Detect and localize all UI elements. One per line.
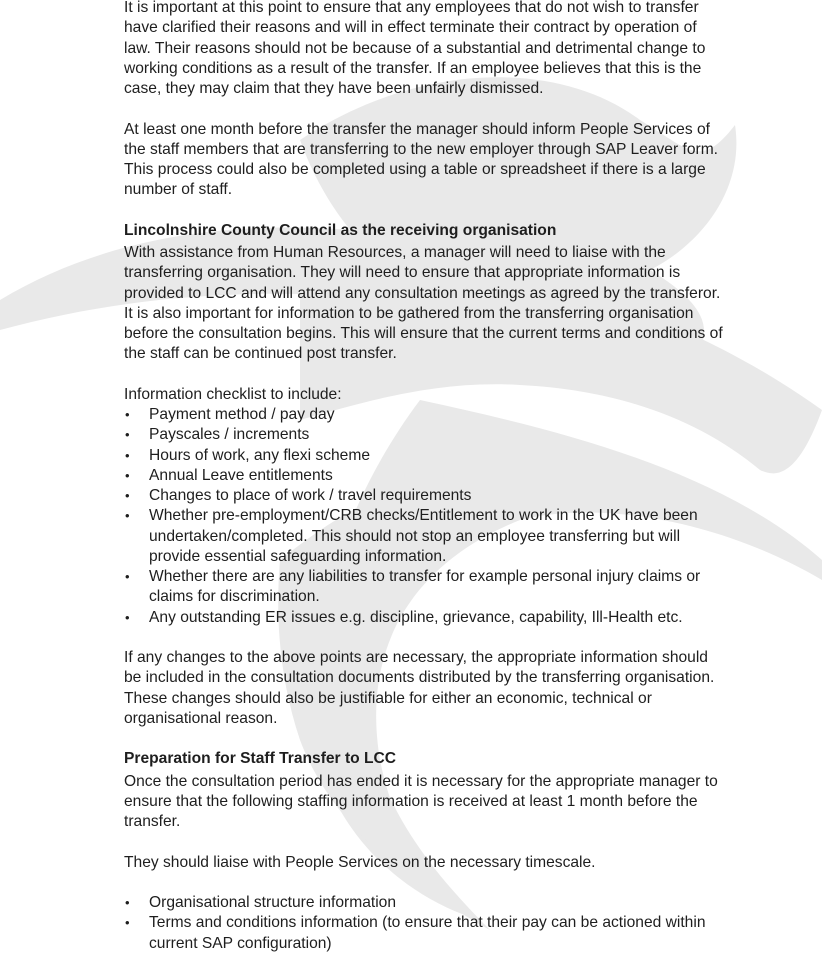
paragraph-termination: It is important at this point to ensure that any employees that do not wish to transfer have clarified their reasons and will in effect terminate their contract by operation of law. Their reasons should not be because of a substantial and detrimental change to working conditions as a result of the transfer. If an employee believes that this is the case, they may claim that they have been unfairly dismissed.: [124, 0, 706, 97]
section-heading-receiving-org: Lincolnshire County Council as the receiving organisation: [124, 221, 557, 239]
bullet-icon: •: [125, 488, 130, 503]
staffing-information-list: [124, 893, 724, 954]
checklist-intro: Information checklist to include:: [124, 385, 342, 403]
list-item: • Changes to place of work / travel requirements: [124, 486, 724, 506]
list-item: • Annual Leave entitlements: [124, 466, 724, 486]
paragraph-changes-justifiable: If any changes to the above points are necessary, the appropriate information should be included in the consultation documents distributed by the transferring organisation. These changes should also be justifiable for either an economic, technical or organisational reason.: [124, 649, 715, 727]
bullet-icon: •: [125, 915, 130, 931]
document-page: [124, 0, 724, 954]
list-item: • Any outstanding ER issues e.g. discipline, grievance, capability, Ill-Health etc.: [124, 608, 724, 628]
list-item: • Payscales / increments: [124, 425, 724, 445]
paragraph-liaise-transferring: With assistance from Human Resources, a manager will need to liaise with the transferring organisation. They will need to ensure that appropriate information is provided to LCC and will attend any consultation meetings as agreed by the transferor. It is also important for information to be gathered from the transferring organisation before the consultation begins. This will ensure that the current terms and conditions of the staff can be continued post transfer.: [124, 244, 723, 363]
bullet-icon: •: [125, 427, 130, 443]
bullet-icon: •: [125, 447, 130, 463]
bullet-icon: •: [125, 467, 130, 483]
bullet-icon: •: [125, 508, 130, 524]
bullet-icon: •: [125, 895, 130, 910]
paragraph-sap-leaver: At least one month before the transfer the manager should inform People Services of the staff members that are transferring to the new employer through SAP Leaver form. This process could also be completed using a table or spreadsheet if there is a large number of staff.: [124, 120, 719, 199]
list-item: • Whether pre-employment/CRB checks/Entitlement to work in the UK have been undertaken/completed. This should not stop an employee transferring but will provide essential safeguarding information.: [125, 507, 698, 565]
bullet-icon: •: [125, 407, 130, 422]
bullet-icon: •: [125, 569, 130, 584]
information-checklist: [124, 405, 724, 628]
list-item: • Payment method / pay day: [124, 405, 724, 425]
list-item: • Terms and conditions information (to ensure that their pay can be actioned within current SAP configuration): [125, 914, 706, 952]
list-item: • Hours of work, any flexi scheme: [124, 446, 724, 466]
paragraph-consultation-ended: Once the consultation period has ended it is necessary for the appropriate manager to ensure that the following staffing information is received at least 1 month before the transfer.: [124, 772, 718, 830]
section-heading-preparation: Preparation for Staff Transfer to LCC: [124, 750, 397, 768]
list-item: • Whether there are any liabilities to transfer for example personal injury claims or claims for discrimination.: [125, 568, 701, 606]
paragraph-liaise-people-services: They should liaise with People Services on the necessary timescale.: [124, 853, 596, 871]
bullet-icon: •: [125, 609, 130, 625]
list-item: • Organisational structure information: [124, 893, 724, 913]
